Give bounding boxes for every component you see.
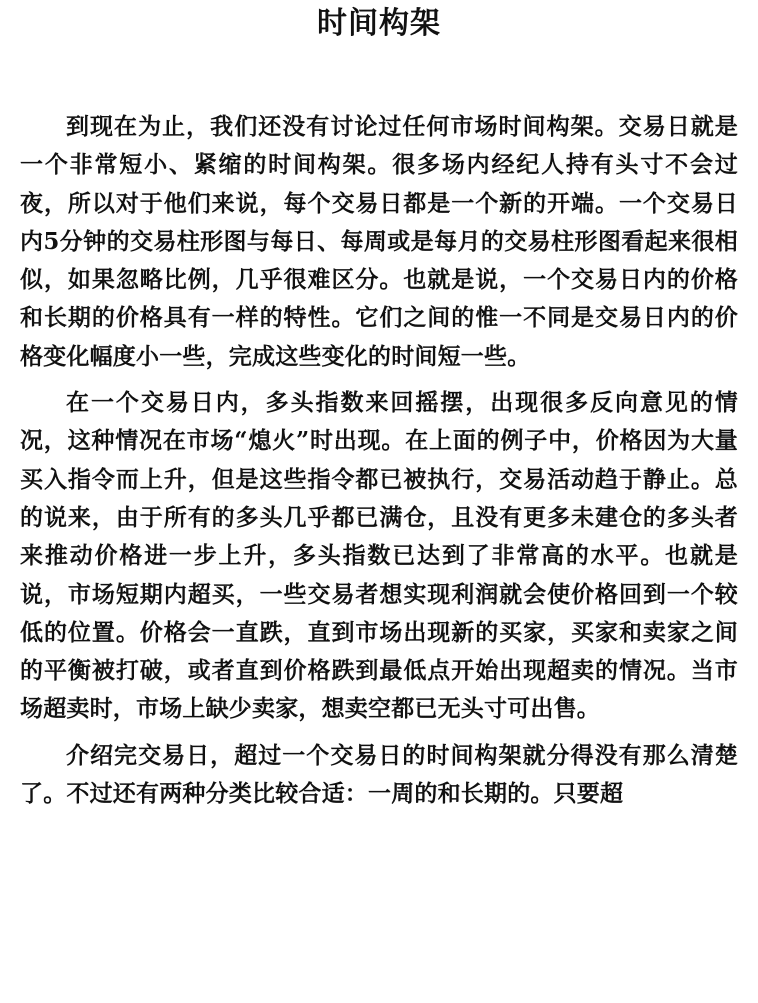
body-text (20, 108, 738, 821)
paragraph-3: 介绍完交易日，超过一个交易日的时间构架就分得没有那么清楚了。不过还有两种分类比较合适：一周的和长期的。只要超 (20, 741, 738, 808)
paragraph-1: 到现在为止，我们还没有讨论过任何市场时间构架。交易日就是一个非常短小、紧缩的时间构架。很多场内经纪人持有头寸不会过夜，所以对于他们来说，每个交易日都是一个新的开端。一个交易日内5分钟的交易柱形图与每日、每周或是每月的交易柱形图看起来很相似，如果忽略比例，几乎很难区分。也就是说，一个交易日内的价格和长期的价格具有一样的特性。它们之间的惟一不同是交易日内的价格变化幅度小一些，完成这些变化的时间短一些。 (20, 113, 738, 370)
page-title: 时间构架 (317, 6, 441, 41)
paragraph-2: 在一个交易日内，多头指数来回摇摆，出现很多反向意见的情况，这种情况在市场“熄火”时出现。在上面的例子中，价格因为大量买入指令而上升，但是这些指令都已被执行，交易活动趋于静止。总的说来，由于所有的多头几乎都已满仓，且没有更多未建仓的多头者来推动价格进一步上升，多头指数已达到了非常高的水平。也就是说，市场短期内超买，一些交易者想实现利润就会使价格回到一个较低的位置。价格会一直跌，直到市场出现新的买家，买家和卖家之间的平衡被打破，或者直到价格跌到最低点开始出现超卖的情况。当市场超卖时，市场上缺少卖家，想卖空都已无头寸可出售。 (20, 389, 738, 723)
